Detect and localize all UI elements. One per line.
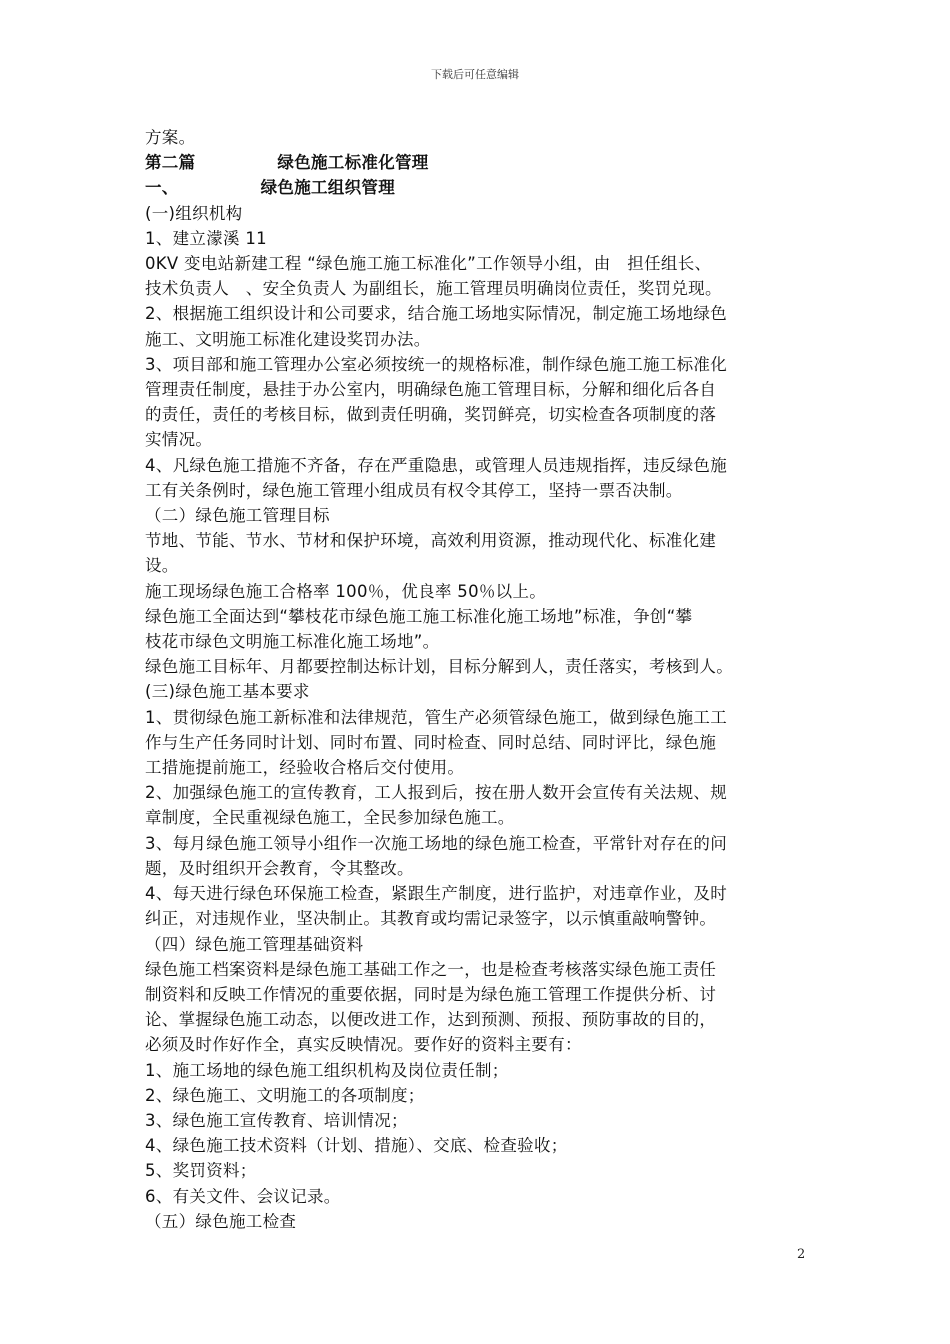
paragraph-line: 施工、文明施工标准化建设奖罚办法。 [145,329,431,349]
paragraph-line: 工有关条例时，绿色施工管理小组成员有权令其停工，坚持一票否决制。 [145,480,683,500]
section-number: 一、 [145,178,179,198]
paragraph-line: 制资料和反映工作情况的重要依据，同时是为绿色施工管理工作提供分析、讨 [145,984,717,1004]
paragraph-line: 论、掌握绿色施工动态，以便改进工作，达到预测、预报、预防事故的目的， [145,1010,717,1030]
page-number: 2 [797,1247,806,1262]
chapter-heading [145,150,811,175]
paragraph-line: 技术负责人 、安全负责人 为副组长，施工管理员明确岗位责任，奖罚兑现。 [145,279,722,299]
section-heading [145,175,811,200]
paragraph-line: 章制度，全民重视绿色施工，全民参加绿色施工。 [145,808,515,828]
paragraph-line: 纠正，对违规作业，坚决制止。其教育或均需记录签字，以示慎重敲响警钟。 [145,909,717,929]
paragraph-line: 0KV 变电站新建工程 “绿色施工施工标准化”工作领导小组，由 担任组长、 [145,254,712,274]
document-body [145,125,811,1234]
subsection-heading: (三)绿色施工基本要求 [145,682,310,702]
list-item: 2、绿色施工、文明施工的各项制度； [145,1085,425,1105]
paragraph-line: 3、每月绿色施工领导小组作一次施工场地的绿色施工检查，平常针对存在的问 [145,833,727,853]
paragraph-line: 必须及时作好作全，真实反映情况。要作好的资料主要有： [145,1035,582,1055]
paragraph-line: 管理责任制度，悬挂于办公室内，明确绿色施工管理目标，分解和细化后各自 [145,380,717,400]
paragraph-line: 方案。 [145,128,196,147]
paragraph-line: 2、根据施工组织设计和公司要求，结合施工场地实际情况，制定施工场地绿色 [145,304,727,324]
paragraph-line: 1、建立濛溪 11 [145,228,267,248]
paragraph-line: 绿色施工目标年、月都要控制达标计划，目标分解到人，责任落实，考核到人。 [145,657,733,677]
paragraph-line: 的责任，责任的考核目标，做到责任明确，奖罚鲜亮，切实检查各项制度的落 [145,405,717,425]
subsection-heading: (一)组织机构 [145,203,243,223]
subsection-heading: （五）绿色施工检查 [145,1211,297,1231]
paragraph-line: 实情况。 [145,430,213,450]
chapter-number: 第二篇 [145,153,196,173]
page-header: 下载后可任意编辑 [431,68,519,81]
paragraph-line: 3、项目部和施工管理办公室必须按统一的规格标准，制作绿色施工施工标准化 [145,354,727,374]
subsection-heading: （四）绿色施工管理基础资料 [145,934,364,954]
section-title: 绿色施工组织管理 [260,178,396,198]
list-item: 5、奖罚资料； [145,1161,257,1181]
paragraph-line: 节地、节能、节水、节材和保护环境，高效利用资源，推动现代化、标准化建 [145,531,717,551]
paragraph-line: 4、每天进行绿色环保施工检查，紧跟生产制度，进行监护，对违章作业，及时 [145,884,727,904]
paragraph-line: 题，及时组织开会教育，令其整改。 [145,858,414,878]
paragraph-line: 1、贯彻绿色施工新标准和法律规范，管生产必须管绿色施工，做到绿色施工工 [145,707,727,727]
chapter-title: 绿色施工标准化管理 [277,153,429,173]
paragraph-line: 枝花市绿色文明施工标准化施工场地”。 [145,632,440,652]
subsection-heading: （二）绿色施工管理目标 [145,506,330,526]
list-item: 1、施工场地的绿色施工组织机构及岗位责任制； [145,1060,509,1080]
paragraph-line: 绿色施工全面达到“攀枝花市绿色施工施工标准化施工场地”标准，争创“攀 [145,606,693,626]
list-item: 3、绿色施工宣传教育、培训情况； [145,1110,408,1130]
paragraph-line: 施工现场绿色施工合格率 100％，优良率 50％以上。 [145,581,547,601]
paragraph-line: 4、凡绿色施工措施不齐备，存在严重隐患，或管理人员违规指挥，违反绿色施 [145,455,727,475]
paragraph-line: 作与生产任务同时计划、同时布置、同时检查、同时总结、同时评比，绿色施 [145,732,717,752]
paragraph-line: 设。 [145,556,179,576]
paragraph-line: 2、加强绿色施工的宣传教育，工人报到后，按在册人数开会宣传有关法规、规 [145,783,727,803]
paragraph-line: 工措施提前施工，经验收合格后交付使用。 [145,758,465,778]
list-item: 6、有关文件、会议记录。 [145,1186,341,1206]
list-item: 4、绿色施工技术资料（计划、措施）、交底、检查验收； [145,1136,568,1156]
paragraph-line: 绿色施工档案资料是绿色施工基础工作之一，也是检查考核落实绿色施工责任 [145,959,717,979]
